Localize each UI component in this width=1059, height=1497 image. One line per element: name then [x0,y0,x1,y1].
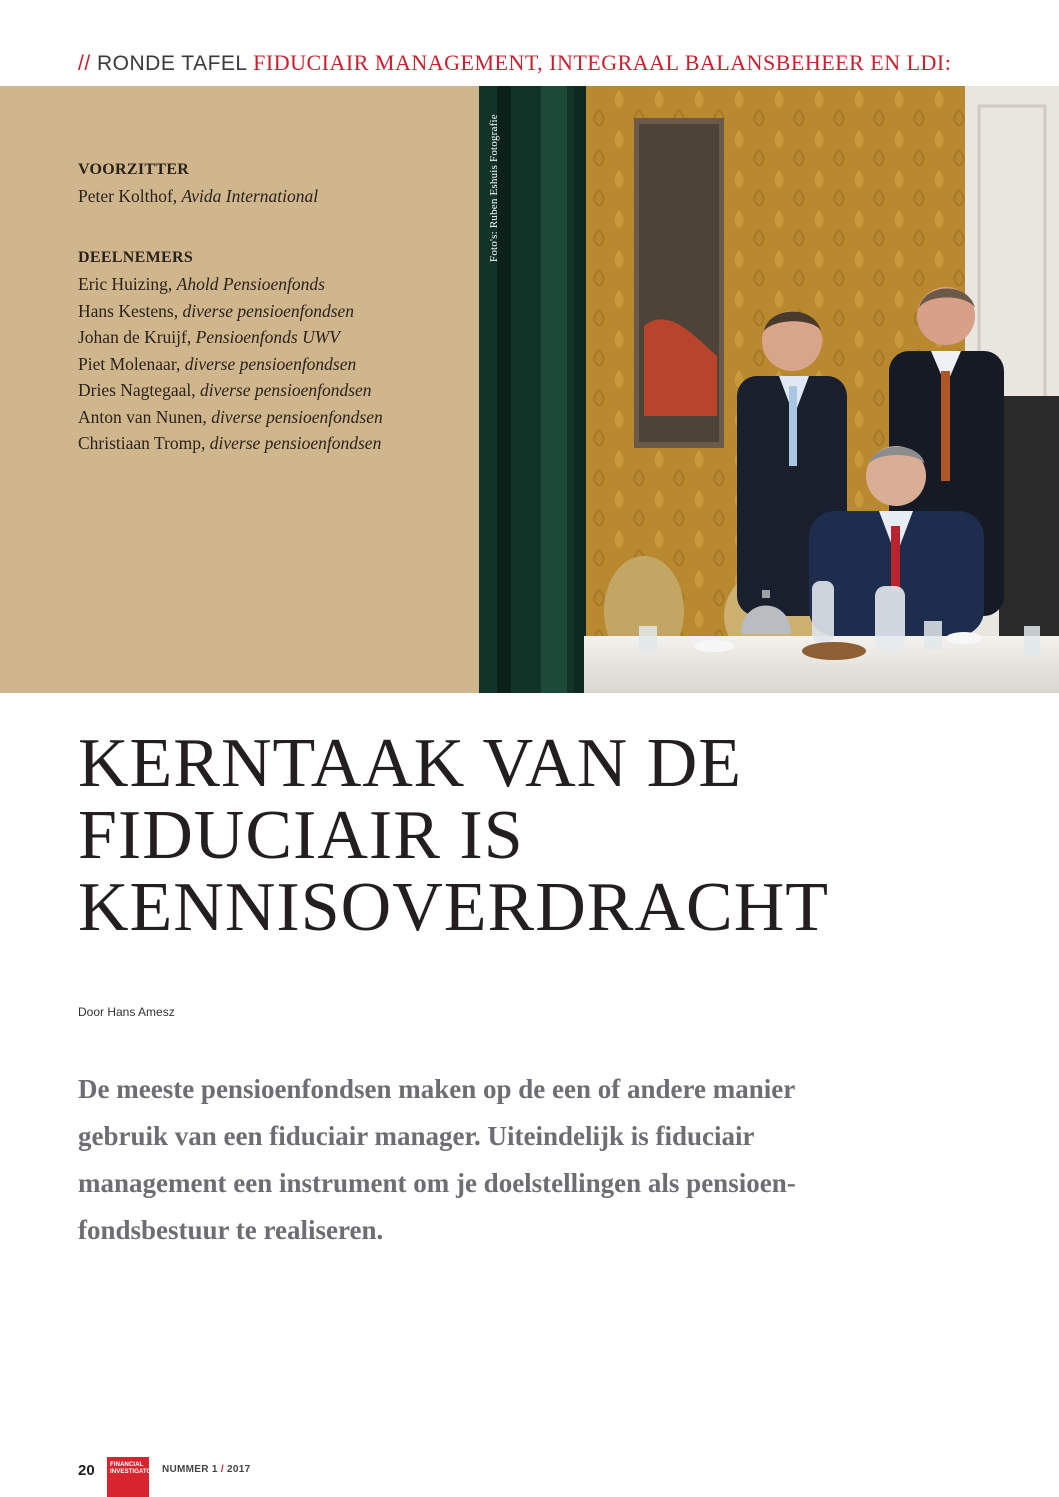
chair-heading: VOORZITTER [78,161,190,178]
participant-org: diverse pensioenfondsen [209,433,382,453]
kicker-topic: FIDUCIAIR MANAGEMENT, INTEGRAAL BALANSBEHEER EN LDI: [253,50,952,75]
logo-line-1: FINANCIAL [110,1461,144,1468]
intro-line: fondsbestuur te realiseren. [78,1215,384,1245]
participants-panel [0,86,479,693]
participant-item [78,407,383,428]
page-number: 20 [78,1462,95,1479]
chair-name: Peter Kolthof, [78,186,178,206]
participant-name: Christiaan Tromp, [78,433,206,453]
headline-line: FIDUCIAIR IS [78,797,524,874]
participant-item [78,433,381,454]
participant-org: Pensioenfonds UWV [195,327,340,347]
group-photo [479,86,1059,693]
participant-name: Hans Kestens, [78,301,179,321]
chair-line [78,186,318,207]
participant-item [78,301,354,322]
participant-org: diverse pensioenfondsen [184,354,357,374]
kicker-section: RONDE TAFEL [97,52,247,75]
participant-item [78,354,356,375]
logo-line-2: INVESTIGATOR [110,1468,156,1475]
participant-item [78,327,340,348]
participant-org: diverse pensioenfondsen [199,380,372,400]
participant-org: diverse pensioenfondsen [182,301,355,321]
intro-paragraph [78,1066,958,1254]
headline-line: KERNTAAK VAN DE [78,725,743,802]
issue-year: 2017 [227,1464,251,1475]
participant-name: Dries Nagtegaal, [78,380,196,400]
participant-name: Piet Molenaar, [78,354,181,374]
participant-org: diverse pensioenfondsen [211,407,383,427]
issue-separator: / [220,1464,224,1475]
group-photo-illustration [479,86,1059,693]
photo-credit: Foto's: Ruben Eshuis Fotografie [488,114,500,262]
intro-line: De meeste pensioenfondsen maken op de een of andere manier [78,1074,796,1104]
section-kicker [78,50,951,76]
magazine-logo [107,1457,156,1497]
byline: Door Hans Amesz [78,1005,175,1019]
kicker-slashes: // [78,52,91,75]
participant-name: Eric Huizing, [78,274,173,294]
intro-line: gebruik van een fiduciair manager. Uiteindelijk is fiduciair [78,1121,755,1151]
participant-item [78,380,372,401]
participants-heading: DEELNEMERS [78,249,194,266]
participant-name: Anton van Nunen, [78,407,207,427]
article-headline [78,725,1018,946]
participant-name: Johan de Kruijf, [78,327,192,347]
participant-org: Ahold Pensioenfonds [176,274,325,294]
chair-org: Avida International [181,186,319,206]
intro-line: management een instrument om je doelstellingen als pensioen- [78,1168,796,1198]
issue-info [162,1464,250,1475]
participant-item [78,274,325,295]
issue-label: NUMMER 1 [162,1464,218,1475]
headline-line: KENNISOVERDRACHT [78,869,829,946]
